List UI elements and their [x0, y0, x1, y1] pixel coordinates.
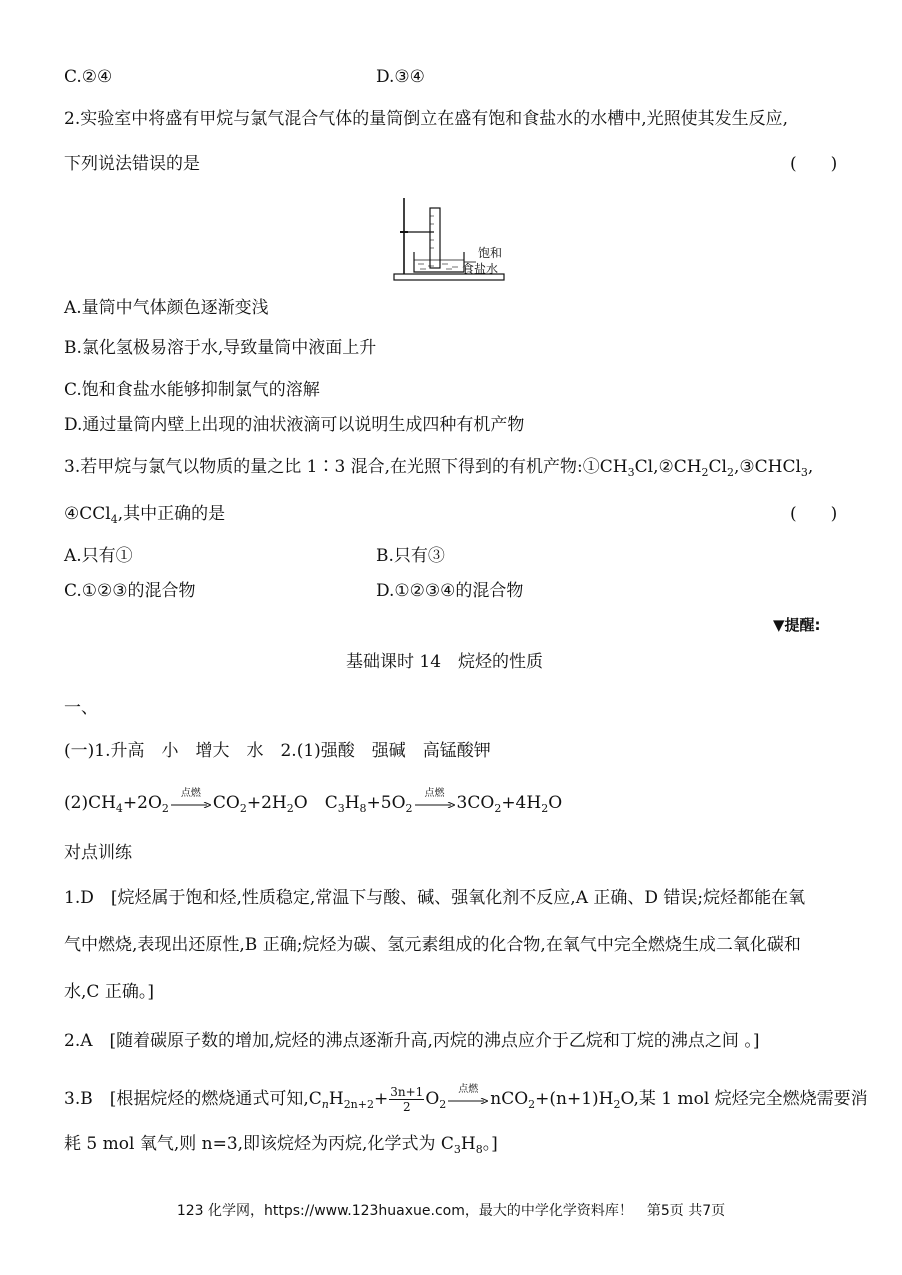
eq-text: +5O [366, 793, 406, 813]
answers-line1: (一)1.升高 小 增大 水 2.(1)强酸 强碱 高锰酸钾 [64, 741, 491, 761]
eq-text: +4H [501, 793, 542, 813]
arrow-label: 点燃 [424, 787, 445, 799]
eq-text: +2O [122, 793, 162, 813]
sub: 2n+2 [343, 1098, 374, 1111]
q2-answer-bracket: ( ) [790, 154, 838, 174]
q3-stem-line2 [64, 503, 225, 525]
sub: 8 [475, 1143, 483, 1156]
sub: 4 [115, 802, 123, 815]
q3-stem-line1 [64, 456, 813, 478]
fraction [389, 1085, 424, 1114]
sub: 2 [439, 1098, 447, 1111]
q3-option-a: A.只有① [64, 546, 133, 566]
sub: 2 [161, 802, 169, 815]
sub: 2 [541, 802, 549, 815]
q3-stem-text-e: , [807, 457, 814, 477]
sub: 3 [337, 802, 345, 815]
sub: 2 [613, 1098, 621, 1111]
reminder-label: ▼提醒: [773, 616, 821, 634]
q3-stem-text-c: Cl [708, 457, 727, 477]
sub: 4 [110, 513, 118, 526]
answer3-line1 [64, 1085, 868, 1114]
ans3-text: + [374, 1089, 389, 1109]
reaction-arrow [415, 787, 455, 813]
fraction-denominator: 2 [402, 1100, 411, 1114]
q3-answer-bracket: ( ) [790, 504, 838, 524]
q1-option-c: C.②④ [64, 67, 113, 87]
reaction-arrow [448, 1083, 488, 1109]
q2-option-c: C.饱和食盐水能够抑制氯气的溶解 [64, 380, 320, 400]
arrow-icon [415, 802, 455, 808]
apparatus-illustration [392, 194, 522, 284]
q1-option-d: D.③④ [376, 67, 425, 87]
q3-stem-text-d: ,③CHCl [734, 457, 801, 477]
sub: 8 [359, 802, 367, 815]
ans3-text: O,某 1 mol 烷烃完全燃烧需要消 [620, 1089, 868, 1109]
sub: 2 [494, 802, 502, 815]
sub: 2 [727, 466, 734, 479]
section-title: 基础课时 14 烷烃的性质 [346, 652, 544, 672]
q2-stem-line1: 2.实验室中将盛有甲烷与氯气混合气体的量筒倒立在盛有饱和食盐水的水槽中,光照使其发生反应, [64, 109, 789, 129]
practice-heading: 对点训练 [64, 843, 132, 863]
q3-stem-text-f: ④CCl [64, 504, 111, 524]
answer2: 2.A [随着碳原子数的增加,烷烃的沸点逐渐升高,丙烷的沸点应介于乙烷和丁烷的沸点之间 。] [64, 1031, 760, 1051]
figure-label-saturated: 饱和 [478, 246, 503, 260]
q2-stem-line2: 下列说法错误的是 [64, 154, 200, 174]
q3-stem-text-g: ,其中正确的是 [117, 504, 226, 524]
apparatus-figure [392, 194, 522, 284]
reaction-arrow [171, 787, 211, 813]
ans3-text: +(n+1)H [535, 1089, 614, 1109]
arrow-icon [171, 802, 211, 808]
sub: 3 [627, 466, 635, 479]
q3-option-d: D.①②③④的混合物 [376, 581, 524, 601]
page-footer: 123 化学网，https://www.123huaxue.com，最大的中学化学资料库！ 第5页 共7页 [176, 1203, 726, 1219]
ans3-text: 3.B [根据烷烃的燃烧通式可知,C [64, 1089, 322, 1109]
ans3-text: 耗 5 mol 氧气,则 n=3,即该烷烃为丙烷,化学式为 C [64, 1134, 454, 1154]
eq-text: O [548, 793, 563, 813]
ans3-text: O [425, 1089, 440, 1109]
sub: 2 [239, 802, 247, 815]
q2-option-a: A.量筒中气体颜色逐渐变浅 [64, 298, 269, 318]
answer1-line3: 水,C 正确。] [64, 982, 154, 1002]
arrow-icon [448, 1098, 488, 1104]
arrow-label: 点燃 [180, 787, 201, 799]
ans3-text: H [460, 1134, 476, 1154]
figure-label-brine: 食盐水 [462, 262, 499, 276]
q3-option-b: B.只有③ [376, 546, 445, 566]
part-one-heading: 一、 [64, 698, 98, 718]
ans3-text: H [328, 1089, 344, 1109]
answer1-line1: 1.D [烷烃属于饱和烃,性质稳定,常温下与酸、碱、强氧化剂不反应,A 正确、D 错误;烷烃都能在氧 [64, 888, 806, 908]
eq-text: +2H [246, 793, 287, 813]
q3-stem-text-a: 3.若甲烷与氯气以物质的量之比 1∶3 混合,在光照下得到的有机产物:①CH [64, 457, 628, 477]
answer3-line2 [64, 1133, 498, 1155]
eq-text: O C [293, 793, 338, 813]
eq-text: (2)CH [64, 793, 116, 813]
sub: n [321, 1098, 329, 1111]
eq-text: 3CO [456, 793, 495, 813]
q3-stem-text-b: Cl,②CH [634, 457, 702, 477]
sub: 3 [453, 1143, 461, 1156]
sub: 2 [286, 802, 294, 815]
combustion-equations [64, 787, 563, 815]
arrow-label: 点燃 [458, 1083, 479, 1095]
q2-option-d: D.通过量筒内壁上出现的油状液滴可以说明生成四种有机产物 [64, 415, 525, 435]
sub: 2 [528, 1098, 536, 1111]
sub: 2 [701, 466, 709, 479]
q3-option-c: C.①②③的混合物 [64, 581, 196, 601]
fraction-numerator: 3n+1 [390, 1085, 424, 1099]
answer1-line2: 气中燃烧,表现出还原性,B 正确;烷烃为碳、氢元素组成的化合物,在氧气中完全燃烧生成二氧化碳和 [64, 935, 801, 955]
q2-option-b: B.氯化氢极易溶于水,导致量筒中液面上升 [64, 338, 377, 358]
ans3-text: 。] [482, 1134, 498, 1154]
eq-text: H [344, 793, 360, 813]
eq-text: CO [212, 793, 240, 813]
ans3-text: nCO [490, 1089, 529, 1109]
sub: 2 [405, 802, 413, 815]
sub: 3 [800, 466, 808, 479]
